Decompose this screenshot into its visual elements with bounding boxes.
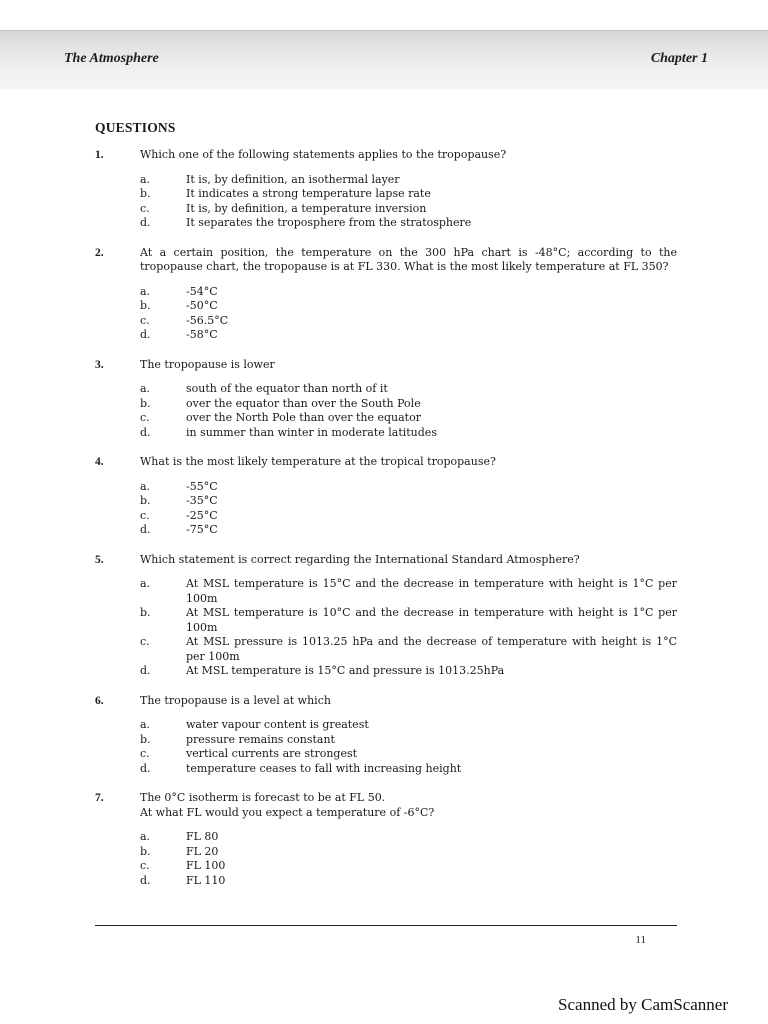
question-list xyxy=(95,148,677,888)
option-text: temperature ceases to fall with increasing height xyxy=(186,761,462,775)
answer-option xyxy=(95,718,677,733)
option-letter: d. xyxy=(140,425,151,439)
option-letter: a. xyxy=(140,284,151,298)
option-text: -75°C xyxy=(186,523,218,536)
answer-option xyxy=(95,328,677,343)
option-letter: d. xyxy=(140,761,151,775)
question-text-line: The 0°C isotherm is forecast to be at FL 50. xyxy=(140,791,386,804)
answer-option xyxy=(95,314,677,329)
option-letter: d. xyxy=(140,328,151,341)
option-letter: c. xyxy=(140,859,150,872)
option-letter: b. xyxy=(140,396,151,410)
option-text: -55°C xyxy=(186,479,218,493)
question-number: 6. xyxy=(95,694,104,707)
option-text: It separates the troposphere from the stratosphere xyxy=(186,216,472,229)
option-letter: b. xyxy=(140,606,151,619)
answer-option xyxy=(95,509,677,524)
questions-section xyxy=(95,120,677,903)
answer-option xyxy=(95,382,677,397)
question-item xyxy=(95,148,677,231)
question-text xyxy=(140,694,677,709)
answer-option xyxy=(95,830,677,845)
option-letter: a. xyxy=(140,479,151,493)
answer-option xyxy=(95,635,677,664)
option-text: water vapour content is greatest xyxy=(186,718,369,731)
question-text xyxy=(140,246,677,275)
answer-options xyxy=(95,480,677,538)
answer-option xyxy=(95,202,677,217)
answer-option xyxy=(95,859,677,874)
option-letter: b. xyxy=(140,494,151,507)
answer-option xyxy=(95,285,677,300)
footer-rule xyxy=(95,925,677,926)
answer-option xyxy=(95,523,677,538)
option-text: vertical currents are strongest xyxy=(186,747,358,760)
option-text: It indicates a strong temperature lapse rate xyxy=(186,187,431,200)
option-letter: c. xyxy=(140,635,150,648)
option-letter: d. xyxy=(140,664,151,677)
option-letter: c. xyxy=(140,747,150,760)
option-letter: c. xyxy=(140,201,150,215)
question-text xyxy=(140,553,677,568)
question-number: 4. xyxy=(95,456,104,468)
option-letter: b. xyxy=(140,732,151,746)
option-text: FL 20 xyxy=(186,844,219,858)
option-letter: d. xyxy=(140,873,151,887)
option-text: FL 100 xyxy=(186,859,226,872)
question-text-line: At what FL would you expect a temperature of -6°C? xyxy=(140,805,435,819)
option-letter: a. xyxy=(140,830,151,843)
answer-options xyxy=(95,382,677,440)
answer-option xyxy=(95,173,677,188)
answer-option xyxy=(95,187,677,202)
option-letter: b. xyxy=(140,299,151,312)
option-text: -50°C xyxy=(186,299,218,312)
answer-options xyxy=(95,718,677,776)
question-number: 1. xyxy=(95,149,104,161)
question-row xyxy=(95,455,677,470)
answer-option xyxy=(95,874,677,889)
question-text xyxy=(140,148,677,163)
question-text-line: The tropopause is lower xyxy=(140,357,275,371)
question-row xyxy=(95,148,677,163)
page-number: 11 xyxy=(635,934,646,946)
option-text: -56.5°C xyxy=(186,313,229,327)
answer-option xyxy=(95,733,677,748)
option-text: over the equator than over the South Pole xyxy=(186,396,421,410)
option-letter: c. xyxy=(140,313,150,327)
option-letter: c. xyxy=(140,411,150,424)
question-text-line: Which one of the following statements applies to the tropopause? xyxy=(140,148,507,161)
question-row xyxy=(95,246,677,275)
option-text: -54°C xyxy=(186,284,218,298)
answer-option xyxy=(95,747,677,762)
option-letter: a. xyxy=(140,577,151,590)
question-number: 3. xyxy=(95,358,104,371)
question-item xyxy=(95,694,677,777)
question-row xyxy=(95,553,677,568)
option-text: in summer than winter in moderate latitudes xyxy=(186,425,437,439)
question-text-line: The tropopause is a level at which xyxy=(140,693,331,707)
option-letter: b. xyxy=(140,187,151,200)
answer-option xyxy=(95,845,677,860)
option-letter: d. xyxy=(140,523,151,536)
option-text: FL 110 xyxy=(186,873,226,887)
answer-option xyxy=(95,411,677,426)
question-text xyxy=(140,791,677,820)
question-item xyxy=(95,246,677,343)
option-text: over the North Pole than over the equator xyxy=(186,411,421,424)
option-text: FL 80 xyxy=(186,830,219,843)
scanner-watermark: Scanned by CamScanner xyxy=(558,995,728,1014)
option-text: -35°C xyxy=(186,494,218,507)
question-item xyxy=(95,358,677,441)
question-text xyxy=(140,358,677,373)
option-text: At MSL temperature is 15°C and the decrease in temperature with height is 1°C per 100m xyxy=(186,577,677,605)
section-title: QUESTIONS xyxy=(95,120,176,135)
question-row xyxy=(95,791,677,820)
question-item xyxy=(95,791,677,888)
answer-option xyxy=(95,426,677,441)
answer-options xyxy=(95,577,677,679)
chapter-label: Chapter 1 xyxy=(650,51,708,66)
answer-options xyxy=(95,285,677,343)
answer-option xyxy=(95,606,677,635)
answer-option xyxy=(95,762,677,777)
option-text: At MSL temperature is 10°C and the decrease in temperature with height is 1°C per 100m xyxy=(186,606,677,634)
option-text: south of the equator than north of it xyxy=(186,382,388,395)
option-text: At MSL temperature is 15°C and pressure is 1013.25hPa xyxy=(186,664,505,677)
header-title: The Atmosphere xyxy=(64,51,159,66)
question-number: 2. xyxy=(95,246,104,259)
question-item xyxy=(95,455,677,538)
question-text xyxy=(140,455,677,470)
option-letter: b. xyxy=(140,844,151,858)
answer-option xyxy=(95,216,677,231)
answer-option xyxy=(95,299,677,314)
answer-option xyxy=(95,577,677,606)
question-item xyxy=(95,553,677,679)
option-text: pressure remains constant xyxy=(186,732,335,746)
question-text-line: What is the most likely temperature at the tropical tropopause? xyxy=(140,455,496,468)
answer-options xyxy=(95,173,677,231)
option-text: -25°C xyxy=(186,508,218,522)
answer-option xyxy=(95,664,677,679)
option-letter: a. xyxy=(140,718,151,731)
option-letter: c. xyxy=(140,508,150,522)
answer-option xyxy=(95,397,677,412)
option-text: At MSL pressure is 1013.25 hPa and the decrease of temperature with height is 1°C per 100m xyxy=(186,635,677,663)
option-text: -58°C xyxy=(186,328,218,341)
option-letter: a. xyxy=(140,382,151,395)
question-text-line: At a certain position, the temperature on the 300 hPa chart is -48°C; according to the tropopause chart, the tropopause is at FL 330. What is the most likely temperature at FL 350? xyxy=(140,245,677,273)
question-number: 7. xyxy=(95,792,104,804)
question-number: 5. xyxy=(95,553,104,566)
answer-options xyxy=(95,830,677,888)
option-text: It is, by definition, an isothermal layer xyxy=(186,172,400,186)
question-row xyxy=(95,694,677,709)
option-letter: d. xyxy=(140,216,151,229)
question-row xyxy=(95,358,677,373)
option-text: It is, by definition, a temperature inversion xyxy=(186,201,427,215)
answer-option xyxy=(95,480,677,495)
answer-option xyxy=(95,494,677,509)
option-letter: a. xyxy=(140,172,151,186)
question-text-line: Which statement is correct regarding the International Standard Atmosphere? xyxy=(140,552,580,566)
